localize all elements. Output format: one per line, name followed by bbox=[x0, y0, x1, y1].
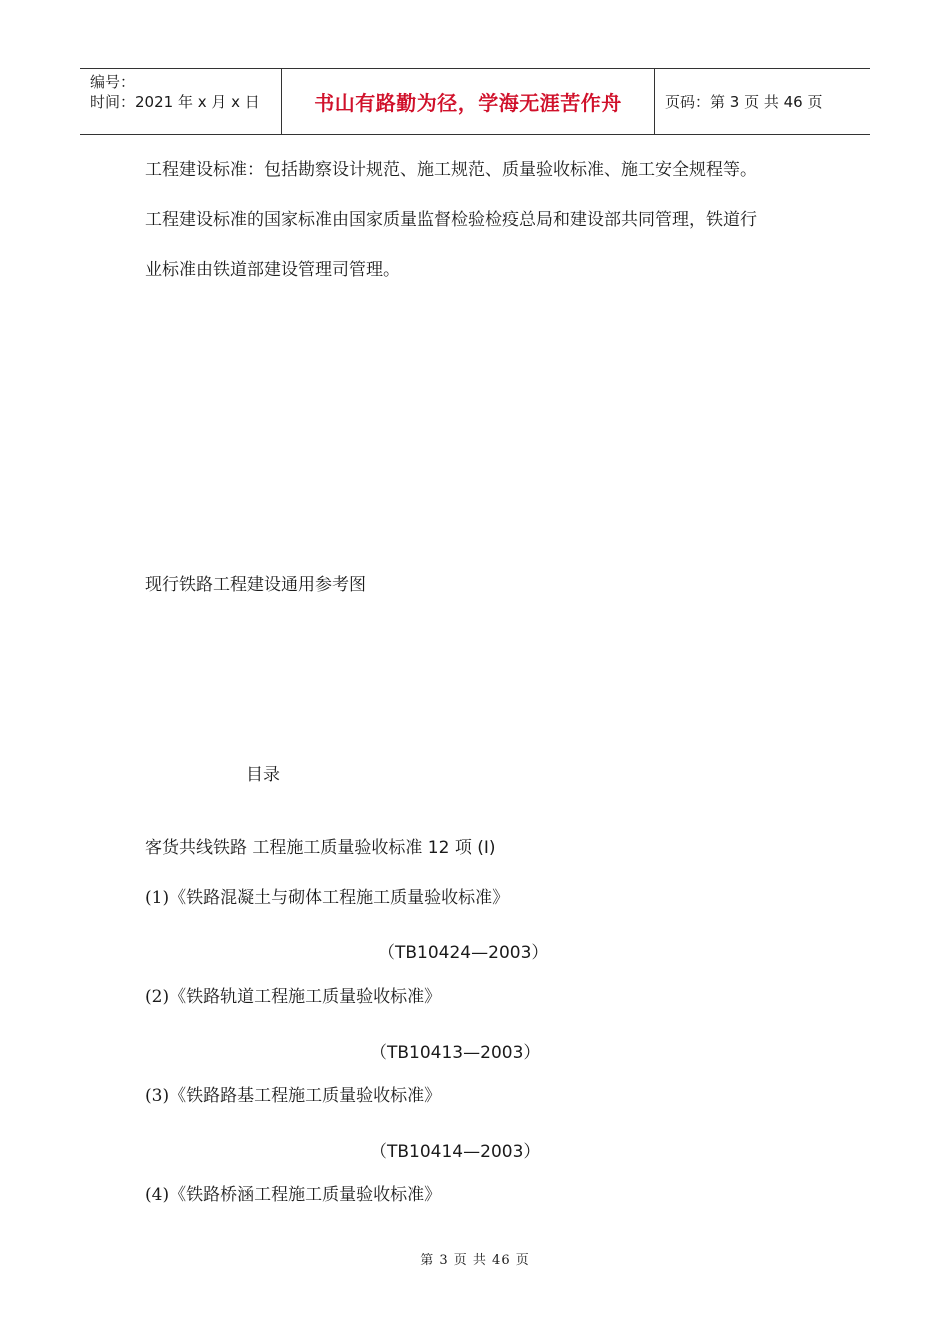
section-title: 现行铁路工程建设通用参考图 bbox=[145, 575, 366, 595]
header-motto-cell bbox=[282, 69, 655, 134]
list-item-code: （TB10424—2003） bbox=[378, 943, 549, 963]
list-item-title: (3)《铁路路基工程施工质量验收标准》 bbox=[145, 1086, 442, 1106]
paragraph-standards: 工程建设标准：包括勘察设计规范、施工规范、质量验收标准、施工安全规程等。 bbox=[145, 160, 757, 180]
list-item-title: (4)《铁路桥涵工程施工质量验收标准》 bbox=[145, 1185, 442, 1205]
list-item-code: （TB10414—2003） bbox=[370, 1142, 541, 1162]
page-header bbox=[80, 68, 870, 135]
motto: 书山有路勤为径，学海无涯苦作舟 bbox=[314, 91, 622, 115]
number-label: 编号： bbox=[90, 73, 136, 91]
list-heading: 客货共线铁路 工程施工质量验收标准 12 项 (I) bbox=[145, 838, 496, 858]
toc-title: 目录 bbox=[246, 765, 280, 785]
list-item-title: (1)《铁路混凝土与砌体工程施工质量验收标准》 bbox=[145, 888, 510, 908]
date-label: 时间：2021 年 x 月 x 日 bbox=[90, 93, 260, 111]
header-page-cell bbox=[655, 69, 870, 134]
paragraph-management-line2: 业标准由铁道部建设管理司管理。 bbox=[145, 260, 400, 280]
list-item-title: (2)《铁路轨道工程施工质量验收标准》 bbox=[145, 987, 442, 1007]
list-item-code: （TB10413—2003） bbox=[370, 1043, 541, 1063]
page-label: 页码：第 3 页 共 46 页 bbox=[665, 93, 823, 111]
page-footer: 第 3 页 共 46 页 bbox=[420, 1253, 530, 1268]
header-meta bbox=[80, 69, 282, 134]
paragraph-management-line1: 工程建设标准的国家标准由国家质量监督检验检疫总局和建设部共同管理，铁道行 bbox=[145, 210, 757, 230]
